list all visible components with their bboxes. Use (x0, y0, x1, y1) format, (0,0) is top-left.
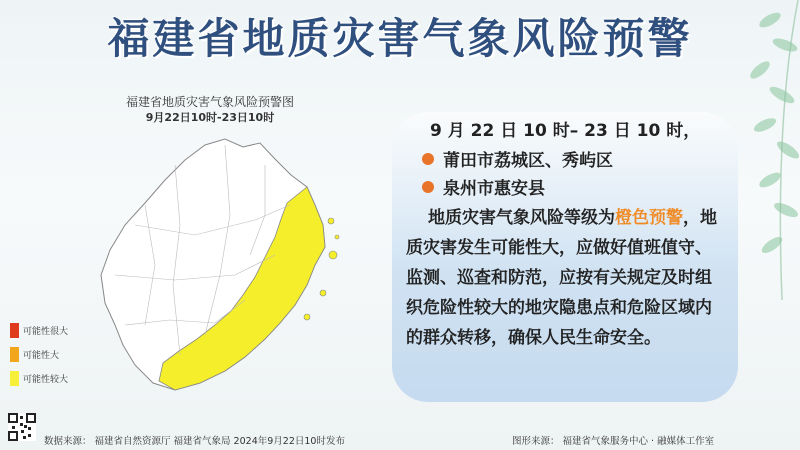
legend-label: 可能性大 (23, 350, 60, 361)
legend-item-moderate (10, 366, 68, 390)
bullet-dot-icon (422, 153, 434, 165)
footer-graphic-source: 图形来源： 福建省气象服务中心 · 融媒体工作室 (512, 436, 715, 447)
legend-swatch-red (10, 323, 19, 338)
legend-swatch-yellow (10, 371, 19, 386)
legend-label: 可能性较大 (23, 374, 69, 385)
legend-label: 可能性很大 (23, 326, 69, 337)
page-title: 福建省地质灾害气象风险预警 (107, 14, 693, 63)
notice-text-prefix: 地质灾害气象风险等级为 (428, 208, 615, 228)
footer-data-source: 数据来源： 福建省自然资源厅 福建省气象局 2024年9月22日10时发布 (44, 436, 345, 447)
notice-date: 9 月 22 日 10 时– 23 日 10 时， (430, 121, 701, 141)
qr-code-icon[interactable] (8, 413, 36, 441)
fujian-warning-map (75, 125, 365, 400)
map-subtitle: 9月22日10时-23日10时 (145, 111, 275, 124)
legend-swatch-orange (10, 347, 19, 362)
warning-level: 橙色预警 (615, 208, 683, 228)
area-label: 莆田市荔城区、秀屿区 (443, 151, 613, 171)
legend-item-high (10, 342, 68, 366)
affected-area-1 (422, 146, 613, 171)
notice-text-suffix: ，地质灾害发生可能性大，应做好值班值守、监测、巡查和防范，应按有关规定及时组织危险性较大的地灾隐患点和危险区域内的群众转移，确保人民生命安全。 (406, 208, 717, 348)
map-title-block (60, 94, 360, 126)
map-legend (10, 318, 68, 390)
notice-body (406, 203, 726, 353)
legend-item-very-high (10, 318, 68, 342)
area-label: 泉州市惠安县 (443, 179, 545, 199)
affected-area-2 (422, 174, 545, 199)
map-title: 福建省地质灾害气象风险预警图 (125, 95, 294, 109)
bullet-dot-icon (422, 181, 434, 193)
